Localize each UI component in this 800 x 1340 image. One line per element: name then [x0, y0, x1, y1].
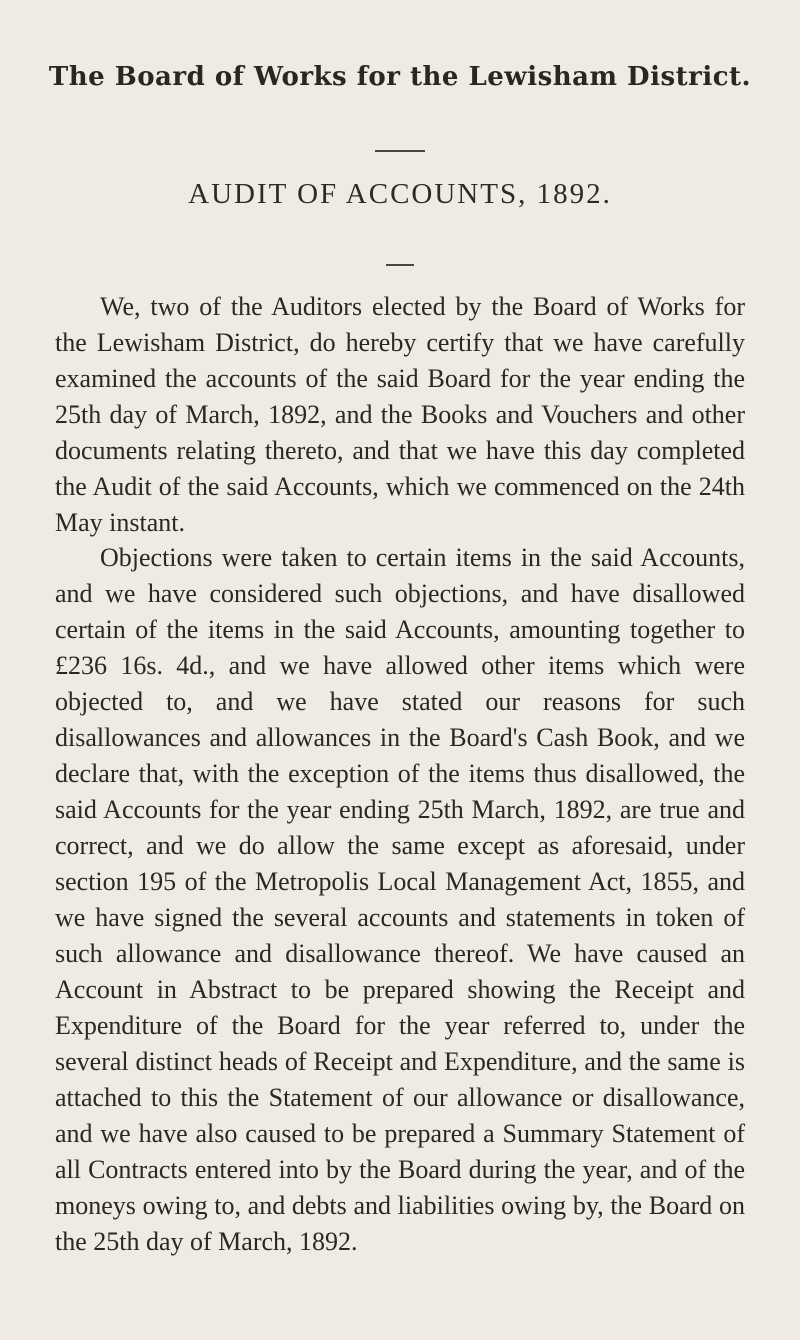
paragraph-text: We, two of the Auditors elected by the Board of Works for the Lewisham District, do hereby certify that we have carefully examined the accounts of the said Board for the year ending the 25th day of March, 1892, and the Books and Vouchers and other documents relating thereto, and that we have this day completed the Audit of the said Accounts, which we commenced on the 24th May instant. — [55, 292, 745, 537]
heading-divider — [375, 150, 425, 152]
paragraph-text: Objections were taken to certain items in the said Accounts, and we have considered such objections, and have disallowed certain of the items in the said Accounts, amounting together to £236 16s. 4d., and we have allowed other items which were objected to, and we have stated our reasons for such disallowances and allowances in the Board's Cash Book, and we declare that, with the exception of the items thus disallowed, the said Accounts for the year ending 25th March, 1892, are true and correct, and we do allow the same except as aforesaid, under section 195 of the Metropolis Local Management Act, 1855, and we have signed the several accounts and statements in token of such allowance and disallowance thereof. We have caused an Account in Abstract to be prepared showing the Receipt and Expenditure of the Board for the year referred to, under the several distinct heads of Receipt and Expenditure, and the same is attached to this the Statement of our allowance or disallowance, and we have also caused to be prepared a Summary Statement of all Contracts entered into by the Board during the year, and of the moneys owing to, and debts and liabilities owing by, the Board on the 25th day of March, 1892. — [55, 543, 745, 1256]
paragraph-objections — [55, 540, 745, 1260]
paragraph-certification — [55, 289, 745, 541]
title-divider — [386, 264, 414, 266]
board-heading: The Board of Works for the Lewisham District. — [48, 62, 752, 92]
page-title: AUDIT OF ACCOUNTS, 1892. — [188, 178, 612, 210]
